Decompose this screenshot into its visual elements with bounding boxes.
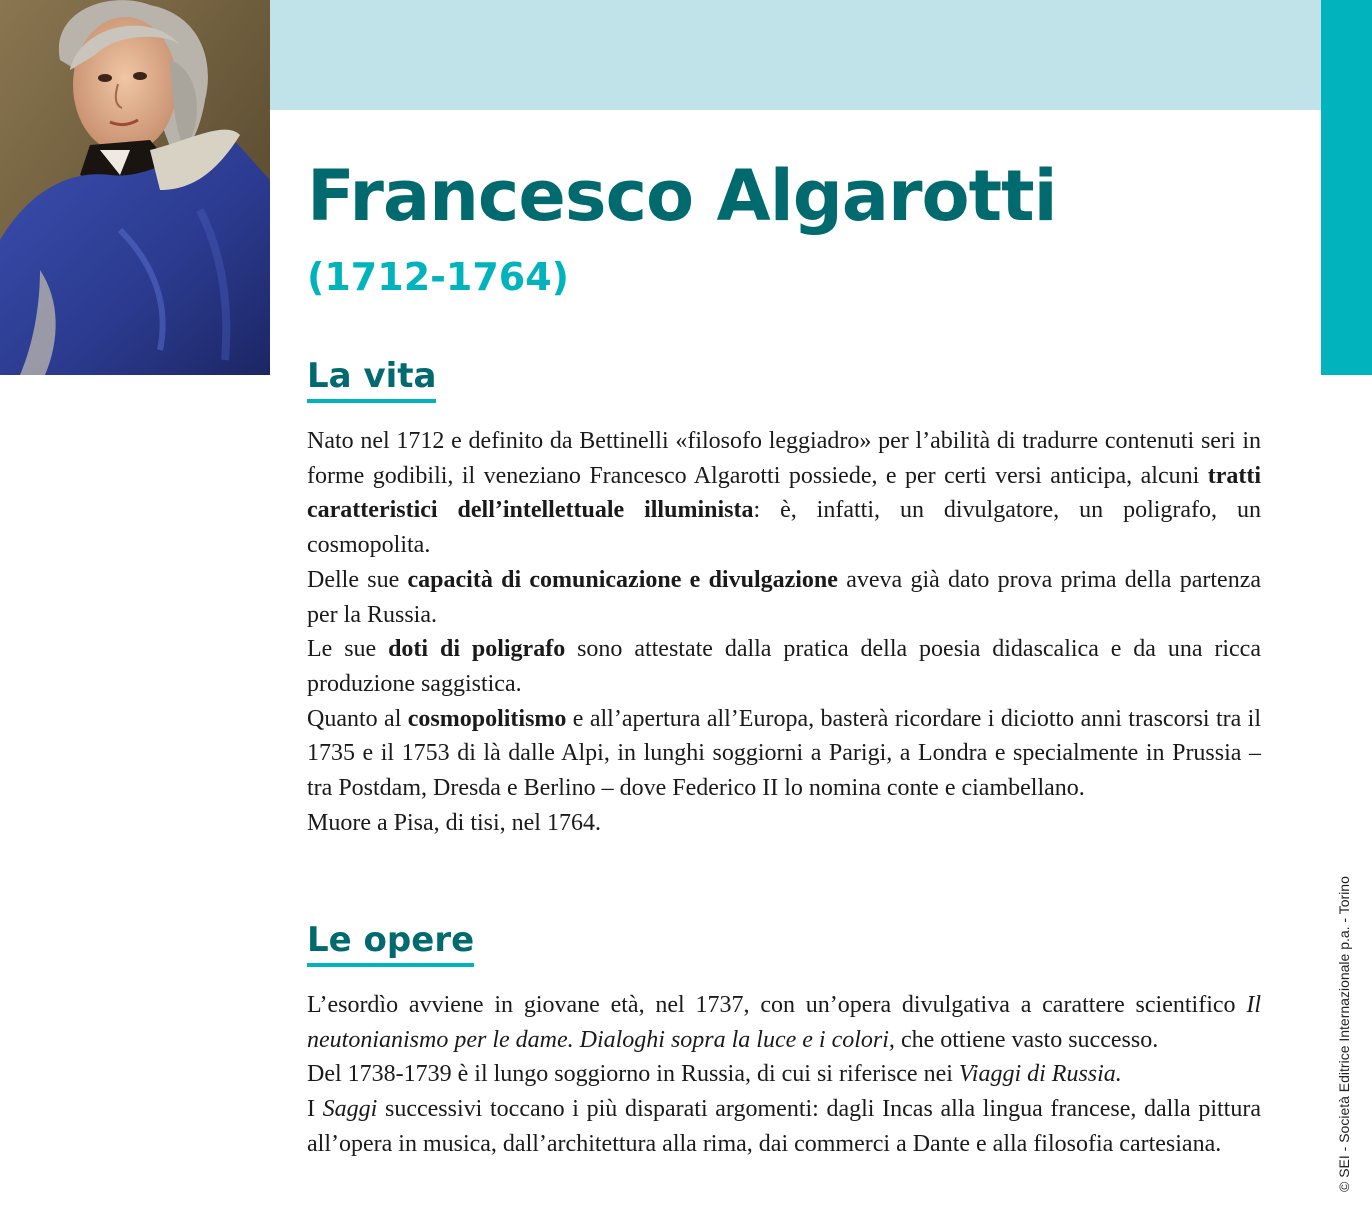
vita-paragraph-3: Le sue doti di poligrafo sono attestate dalla pratica della poesia didascalica e da una ricca produzione saggistica.: [307, 636, 1261, 697]
work-title: Viaggi di Russia.: [958, 1061, 1122, 1088]
accent-bar: [1321, 0, 1372, 375]
vita-paragraph-1: Nato nel 1712 e definito da Bettinelli «filosofo leggiadro» per l’abilità di tradurre contenuti seri in forme godibili, il veneziano Francesco Algarotti possiede, e per certi versi anticipa, alcuni tratti caratteristici dell’intellettuale illuminista: è, infatti, un divulgatore, un poligrafo, un cosmopolita.: [307, 428, 1261, 559]
life-dates: (1712-1764): [307, 255, 570, 299]
bold-phrase: tratti caratteristici dell’intellettuale illuminista: [307, 462, 1261, 524]
copyright-notice: © SEI - Società Editrice Internazionale p.a. - Torino: [1336, 876, 1352, 1192]
vita-paragraph-4: Quanto al cosmopolitismo e all’apertura all’Europa, basterà ricordare i diciotto anni trascorsi tra il 1735 e il 1753 di là dalle Alpi, in lunghi soggiorni a Parigi, a Londra e specialmente in Prussia – tra Postdam, Dresda e Berlino – dove Federico II lo nomina conte e ciambellano.: [307, 705, 1261, 802]
vita-paragraph-5: Muore a Pisa, di tisi, nel 1764.: [307, 809, 601, 836]
opere-paragraph-3: I Saggi successivi toccano i più disparati argomenti: dagli Incas alla lingua francese, dalla pittura all’opera in musica, dall’architettura alla rima, dai commerci a Dante e alla filosofia cartesiana.: [307, 1096, 1261, 1157]
portrait-image: [0, 0, 270, 375]
bold-phrase: doti di poligrafo: [388, 636, 566, 663]
vita-body: [307, 424, 1261, 840]
section-heading-vita: La vita: [307, 356, 436, 403]
vita-paragraph-2: Delle sue capacità di comunicazione e divulgazione aveva già dato prova prima della partenza per la Russia.: [307, 566, 1261, 628]
header-band: [270, 0, 1321, 110]
bold-phrase: capacità di comunicazione e divulgazione: [407, 566, 838, 593]
section-heading-opere: Le opere: [307, 920, 474, 967]
page-title: Francesco Algarotti: [307, 155, 1057, 237]
bold-phrase: cosmopolitismo: [407, 705, 567, 732]
opere-body: [307, 988, 1261, 1162]
work-title: Il neutonianismo per le dame. Dialoghi sopra la luce e i colori,: [307, 992, 1261, 1053]
portrait-icon: [0, 0, 270, 375]
work-title: Saggi: [322, 1096, 378, 1123]
opere-paragraph-1: L’esordìo avviene in giovane età, nel 1737, con un’opera divulgativa a carattere scientifico Il neutonianismo per le dame. Dialoghi sopra la luce e i colori, che ottiene vasto successo.: [307, 992, 1261, 1053]
opere-paragraph-2: Del 1738-1739 è il lungo soggiorno in Russia, di cui si riferisce nei Viaggi di Russia.: [307, 1061, 1122, 1088]
